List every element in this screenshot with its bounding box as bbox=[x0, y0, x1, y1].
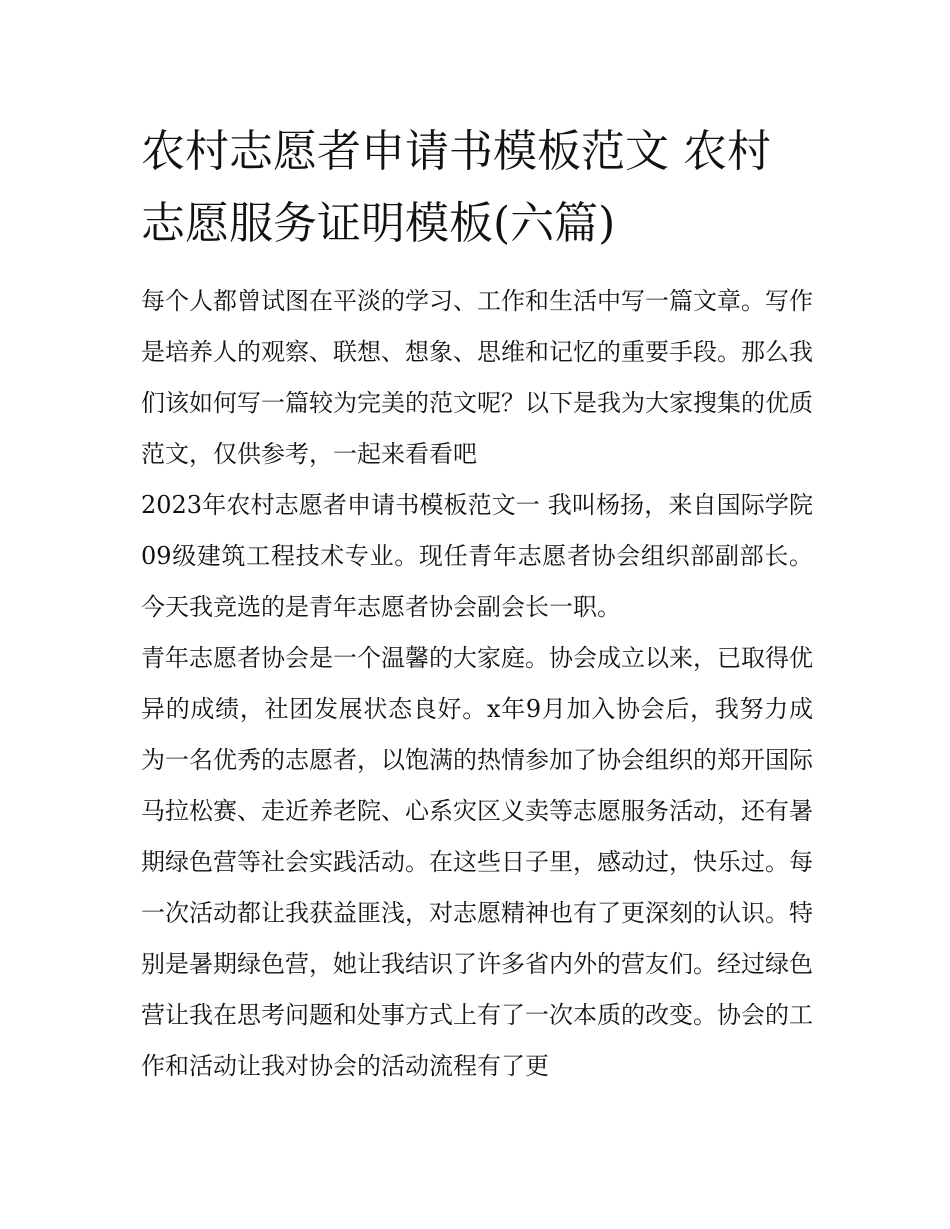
body-paragraph-2: 青年志愿者协会是一个温馨的大家庭。协会成立以来，已取得优异的成绩，社团发展状态良好。x年9月加入协会后，我努力成为一名优秀的志愿者，以饱满的热情参加了协会组织的郑开国际马拉松赛、走近养老院、心系灾区义卖等志愿服务活动，还有暑期绿色营等社会实践活动。在这些日子里，感动过，快乐过。每一次活动都让我获益匪浅，对志愿精神也有了更深刻的认识。特别是暑期绿色营，她让我结识了许多省内外的营友们。经过绿色营让我在思考问题和处事方式上有了一次本质的改变。协会的工作和活动让我对协会的活动流程有了更 bbox=[141, 644, 813, 1080]
body-paragraph-1: 2023年农村志愿者申请书模板范文一 我叫杨扬，来自国际学院09级建筑工程技术专业。现任青年志愿者协会组织部副部长。今天我竞选的是青年志愿者协会副会长一职。 bbox=[141, 491, 813, 621]
document-title: 农村志愿者申请书模板范文 农村志愿服务证明模板(六篇) bbox=[141, 126, 771, 249]
intro-paragraph: 每个人都曾试图在平淡的学习、工作和生活中写一篇文章。写作是培养人的观察、联想、想象、思维和记忆的重要手段。那么我们该如何写一篇较为完美的范文呢？以下是我为大家搜集的优质范文，仅供参考，一起来看看吧 bbox=[141, 287, 813, 468]
document-body bbox=[141, 116, 813, 1092]
